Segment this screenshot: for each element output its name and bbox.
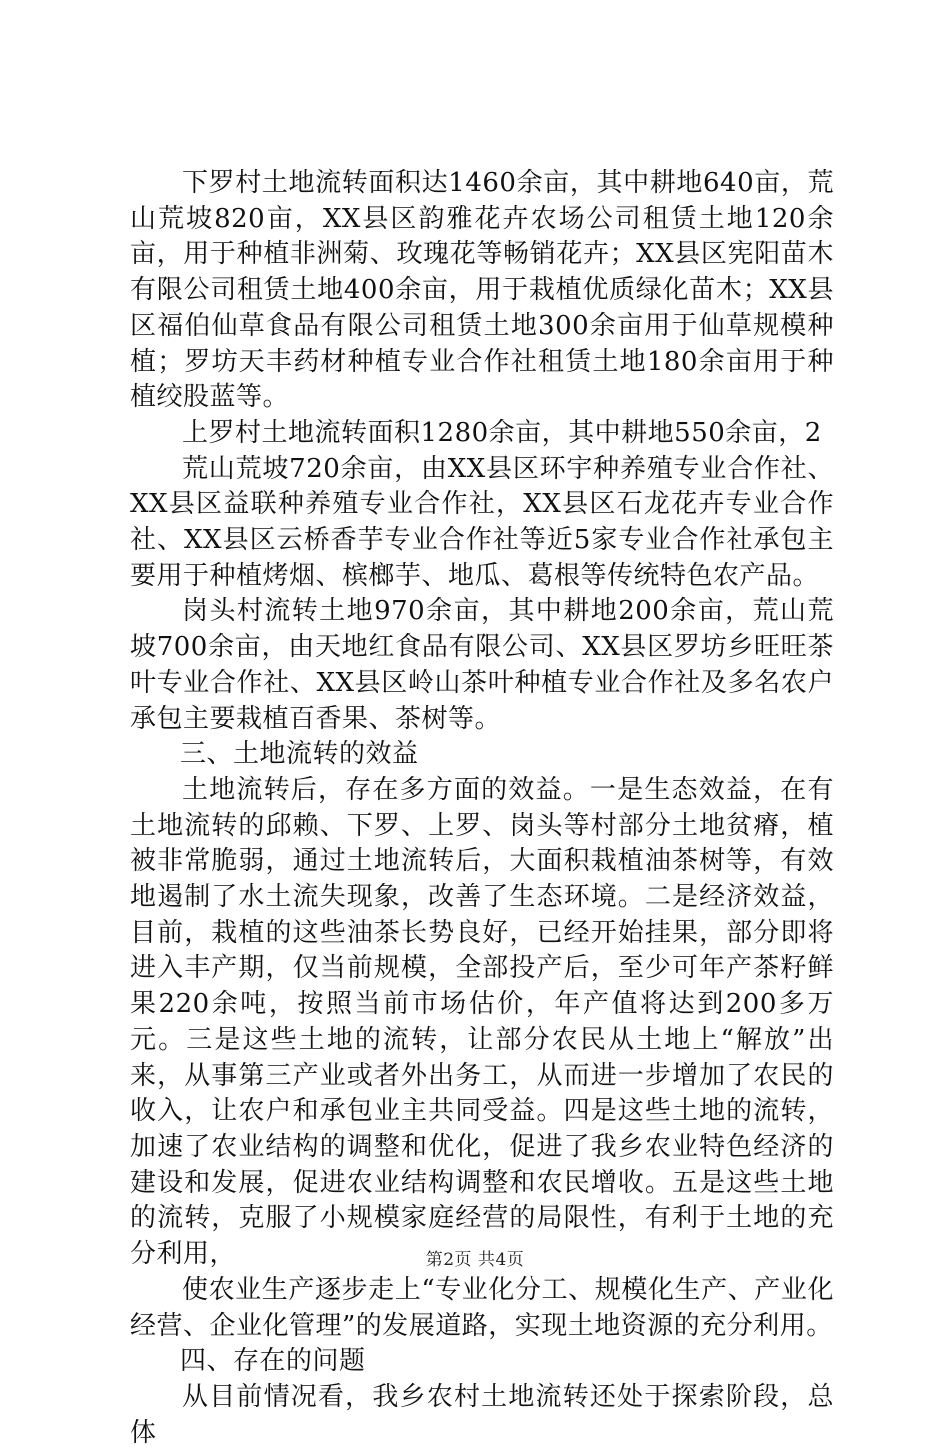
paragraph-gangtou-village: 岗头村流转土地970余亩，其中耕地200余亩，荒山荒坡700余亩，由天地红食品有限公司、XX县区罗坊乡旺旺茶叶专业合作社、XX县区岭山茶叶种植专业合作社及多名农户承包主要栽植百香果、茶树等。 [130,596,834,734]
paragraph-shangluo-village: 上罗村土地流转面积1280余亩，其中耕地550余亩，2 [182,417,822,448]
page-footer: 第2页 共4页 [425,1250,525,1270]
paragraph-xialuo-village: 下罗村土地流转面积达1460余亩，其中耕地640亩，荒山荒坡820亩，XX县区韵雅花卉农场公司租赁土地120余亩，用于种植非洲菊、玫瑰花等畅销花卉；XX县区宪阳苗木有限公司租赁土地400余亩，用于栽植优质绿化苗木；XX县区福伯仙草食品有限公司租赁土地300余亩用于仙草规模种植；罗坊天丰药材种植专业合作社租赁土地180余亩用于种植绞股蓝等。 [130,168,834,413]
paragraph-benefits: 土地流转后，存在多方面的效益。一是生态效益，在有土地流转的邱赖、下罗、上罗、岗头等村部分土地贫瘠，植被非常脆弱，通过土地流转后，大面积栽植油茶树等，有效地遏制了水土流失现象，改善了生态环境。二是经济效益，目前，栽植的这些油茶长势良好，已经开始挂果，部分即将进入丰产期，仅当前规模，全部投产后，至少可年产茶籽鲜果220余吨，按照当前市场估价，年产值将达到200多万元。三是这些土地的流转，让部分农民从土地上“解放”出来，从事第三产业或者外出务工，从而进一步增加了农民的收入，让农户和承包业主共同受益。四是这些土地的流转，加速了农业结构的调整和优化，促进了我乡农业特色经济的建设和发展，促进农业结构调整和农民增收。五是这些土地的流转，克服了小规模家庭经营的局限性，有利于土地的充分利用， [130,774,834,1270]
paragraph-problems: 从目前情况看，我乡农村土地流转还处于探索阶段，总体 [130,1381,834,1448]
section-heading-problems: 四、存在的问题 [180,1346,366,1377]
section-heading-benefits: 三、土地流转的效益 [180,739,419,770]
paragraph-benefits-continued: 使农业生产逐步走上“专业化分工、规模化生产、产业化经营、企业化管理”的发展道路，实现土地资源的充分利用。 [130,1274,834,1341]
paragraph-shangluo-wasteland: 荒山荒坡720余亩，由XX县区环宇种养殖专业合作社、XX县区益联种养殖专业合作社，XX县区石龙花卉专业合作社、XX县区云桥香芋专业合作社等近5家专业合作社承包主要用于种植烤烟、槟榔芋、地瓜、葛根等传统特色农产品。 [130,453,834,591]
